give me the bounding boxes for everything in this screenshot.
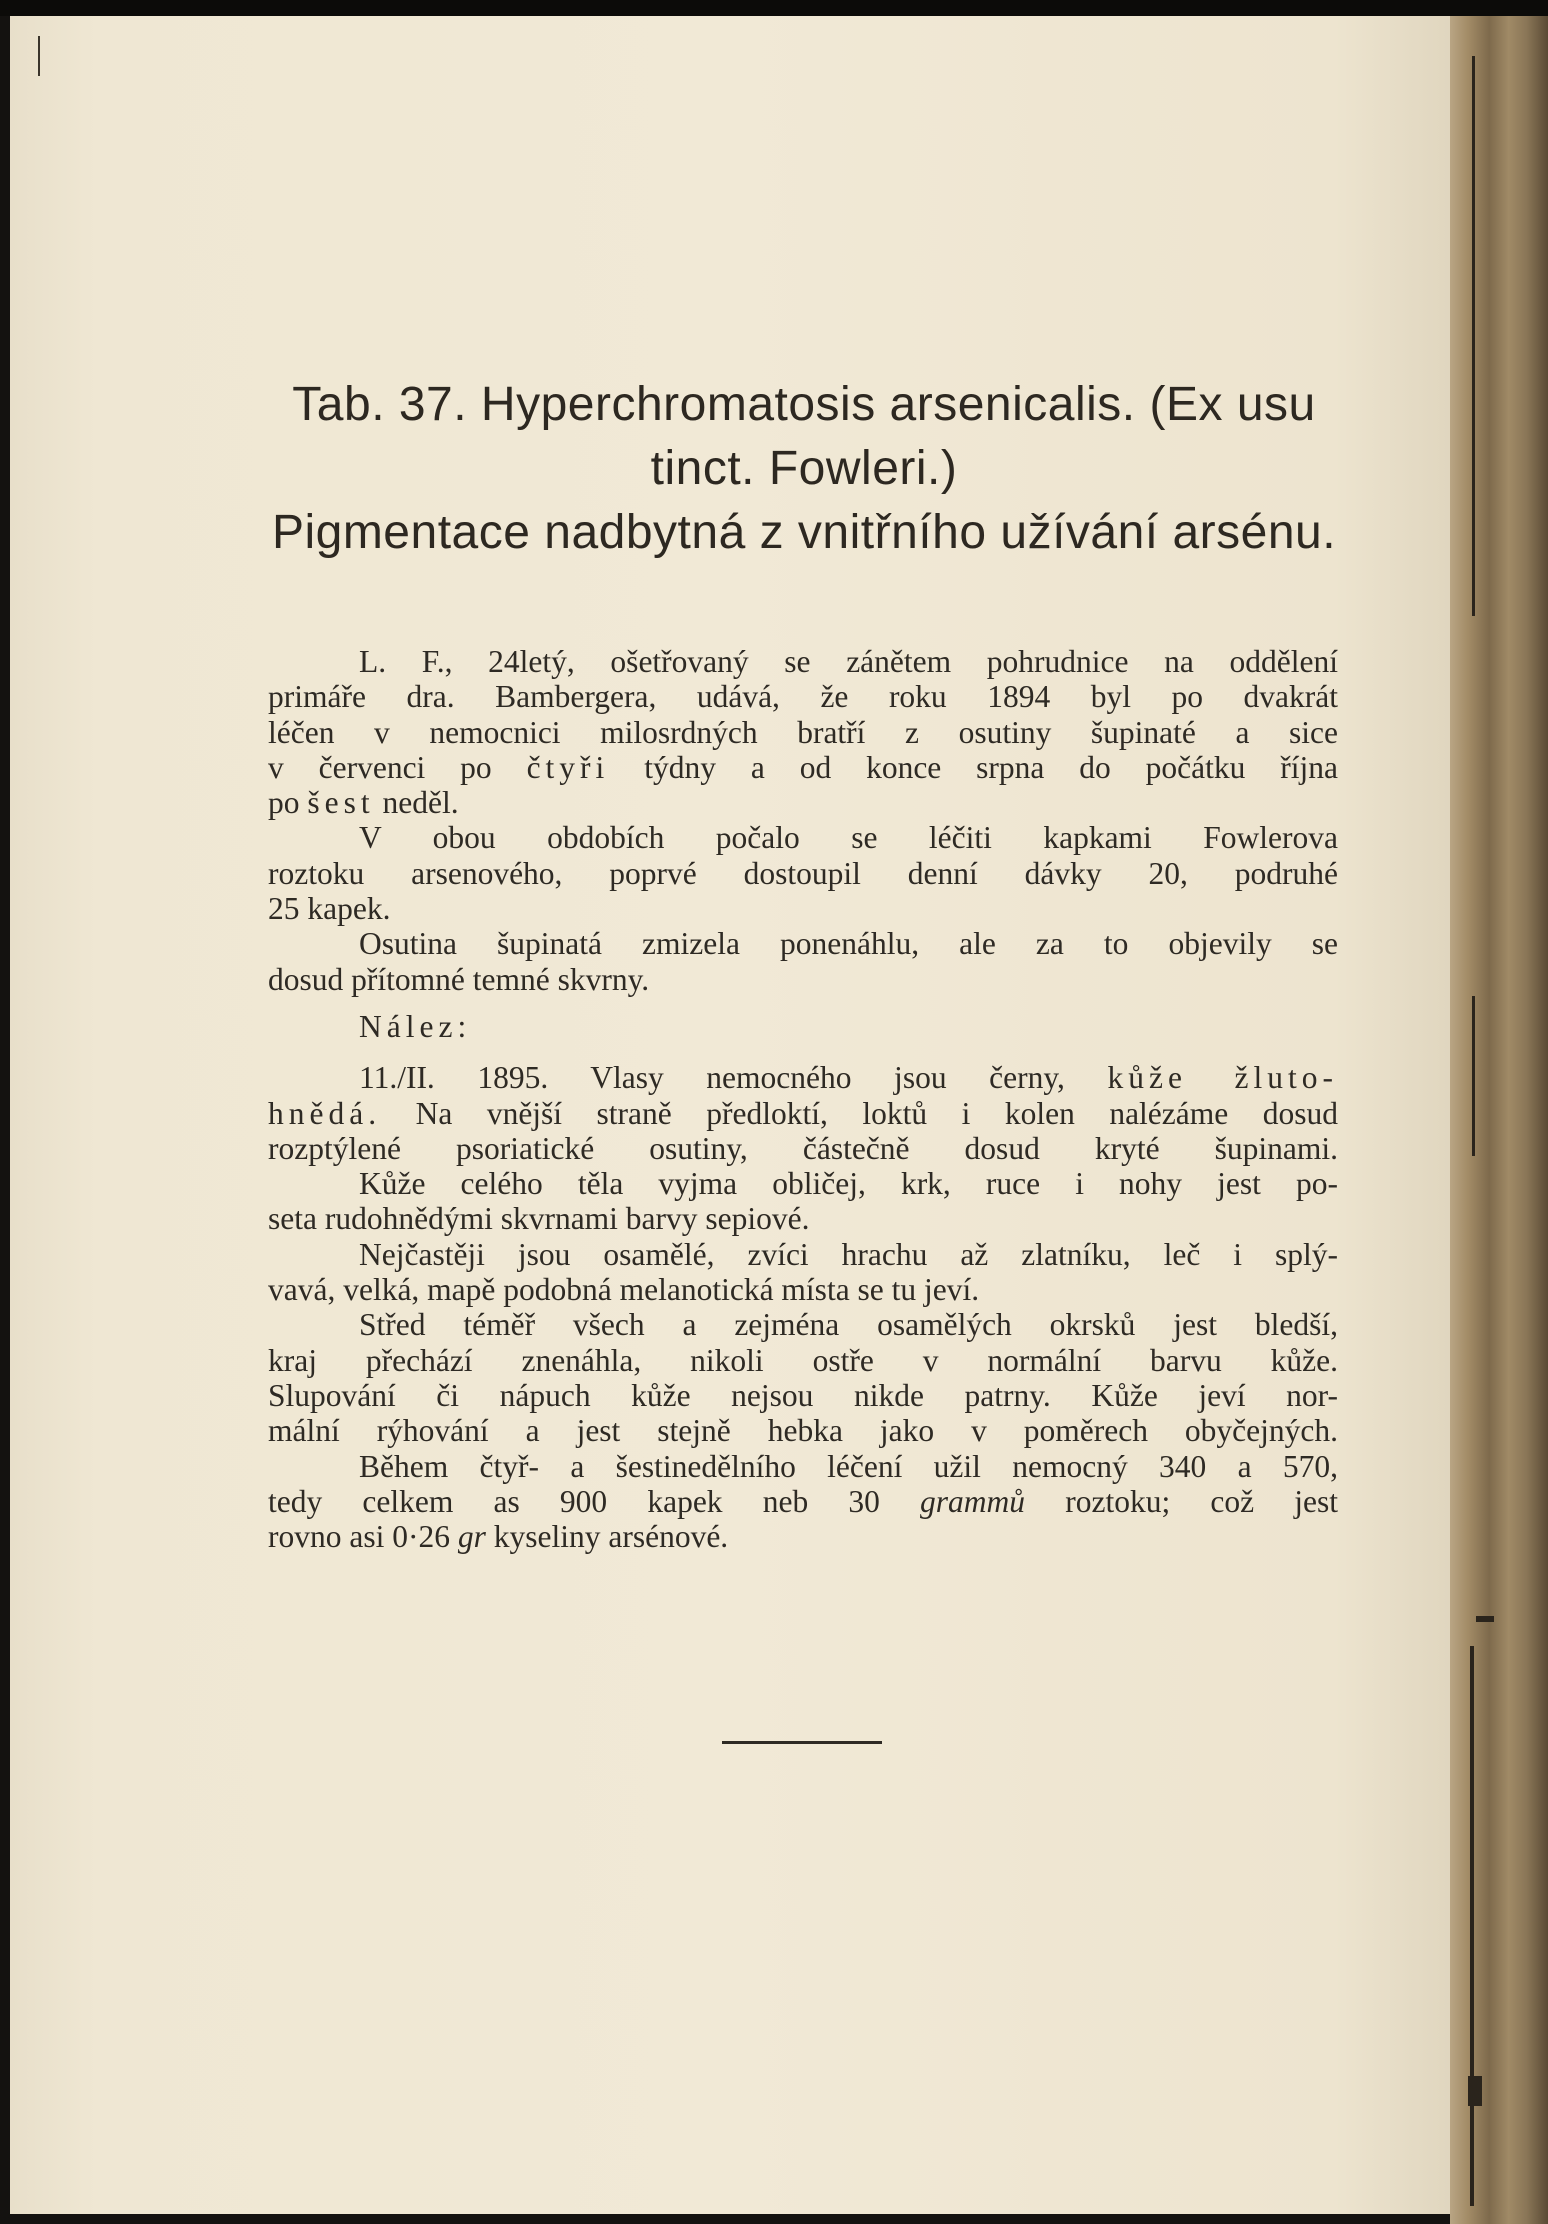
- text-line: V obou obdobích počalo se léčiti kapkami Fowlerova: [359, 820, 1338, 856]
- title-line-3: Pigmentace nadbytná z vnitřního užívání arsénu.: [271, 506, 1337, 559]
- scan-top-edge: [0, 0, 1548, 16]
- text-line: Kůže celého těla vyjma obličej, krk, ruce i nohy jest po-: [359, 1166, 1338, 1202]
- text-line: [268, 785, 1338, 820]
- text-line: [268, 1060, 1338, 1095]
- text-line: Během čtyř- a šestinedělního léčení užil nemocný 340 a 570,: [359, 1448, 1338, 1484]
- spine-crease: [1472, 996, 1475, 1156]
- spine-crease: [1470, 1646, 1474, 2206]
- book-spine: [1450, 16, 1548, 2224]
- spaced-emphasis: kůže žluto-: [1107, 1060, 1338, 1096]
- plate-title: [268, 373, 1340, 565]
- text-line: kraj přechází znenáhla, nikoli ostře v normální barvu kůže.: [268, 1342, 1338, 1378]
- text-line: 25 kapek.: [268, 891, 391, 927]
- spaced-emphasis: čtyři: [526, 749, 610, 785]
- page-edge-mark: [38, 36, 40, 76]
- case-report: [268, 644, 1338, 1554]
- text-line: mální rýhování a jest stejně hebka jako v poměrech obyčejných.: [268, 1413, 1338, 1449]
- spine-crease: [1472, 56, 1475, 616]
- text-line: [268, 1484, 1338, 1519]
- text-line: Osutina šupinatá zmizela ponenáhlu, ale za to objevily se: [359, 926, 1338, 962]
- text-line: primáře dra. Bambergera, udává, že roku 1894 byl po dvakrát: [268, 679, 1338, 715]
- text-line: léčen v nemocnici milosrdných bratří z osutiny šupinaté a sice: [268, 714, 1338, 750]
- italic-unit: grammů: [920, 1483, 1026, 1519]
- text-line: seta rudohnědými skvrnami barvy sepiové.: [268, 1201, 810, 1237]
- text-run: Na vnější straně předloktí, loktů i kolen nalézáme dosud: [381, 1095, 1338, 1131]
- text-line: Střed téměř všech a zejména osamělých okrsků jest bledší,: [359, 1307, 1338, 1343]
- text-run: roztoku; což jest: [1025, 1483, 1338, 1519]
- text-run: rovno asi 0·26: [268, 1519, 458, 1555]
- text-run: 11./II. 1895. Vlasy nemocného jsou černy,: [359, 1060, 1108, 1096]
- text-line: Nejčastěji jsou osamělé, zvíci hrachu až zlatníku, leč i splý-: [359, 1236, 1338, 1272]
- text-run: po: [268, 785, 308, 821]
- spaced-emphasis: šest: [307, 785, 375, 821]
- text-line: vavá, velká, mapě podobná melanotická místa se tu jeví.: [268, 1272, 980, 1308]
- text-run: týdny a od konce srpna do počátku října: [609, 749, 1338, 785]
- text-line: [268, 1096, 1338, 1131]
- spine-mark: [1468, 2076, 1482, 2106]
- end-rule: [722, 1741, 882, 1744]
- text-line: dosud přítomné temné skvrny.: [268, 961, 650, 997]
- text-line: L. F., 24letý, ošetřovaný se zánětem pohrudnice na oddělení: [359, 644, 1338, 679]
- text-line: rozptýlené psoriatické osutiny, částečně dosud kryté šupinami.: [268, 1130, 1338, 1166]
- findings-heading: Nález:: [359, 1008, 472, 1044]
- text-line: Slupování či nápuch kůže nejsou nikde patrny. Kůže jeví nor-: [268, 1377, 1338, 1413]
- text-run: neděl.: [374, 785, 459, 821]
- text-run: kyseliny arsénové.: [485, 1519, 729, 1555]
- spaced-emphasis: hnědá.: [268, 1095, 382, 1131]
- text-line: roztoku arsenového, poprvé dostoupil denní dávky 20, podruhé: [268, 855, 1338, 891]
- spine-mark: [1476, 1616, 1494, 1622]
- text-run: v červenci po: [268, 749, 527, 785]
- title-line-2: tinct. Fowleri.): [650, 442, 958, 495]
- text-line: [268, 1519, 1338, 1554]
- title-line-1: Tab. 37. Hyperchromatosis arsenicalis. (Ex usu: [292, 378, 1316, 431]
- italic-unit: gr: [457, 1519, 486, 1555]
- text-run: tedy celkem as 900 kapek neb 30: [268, 1483, 921, 1519]
- text-line: [268, 750, 1338, 785]
